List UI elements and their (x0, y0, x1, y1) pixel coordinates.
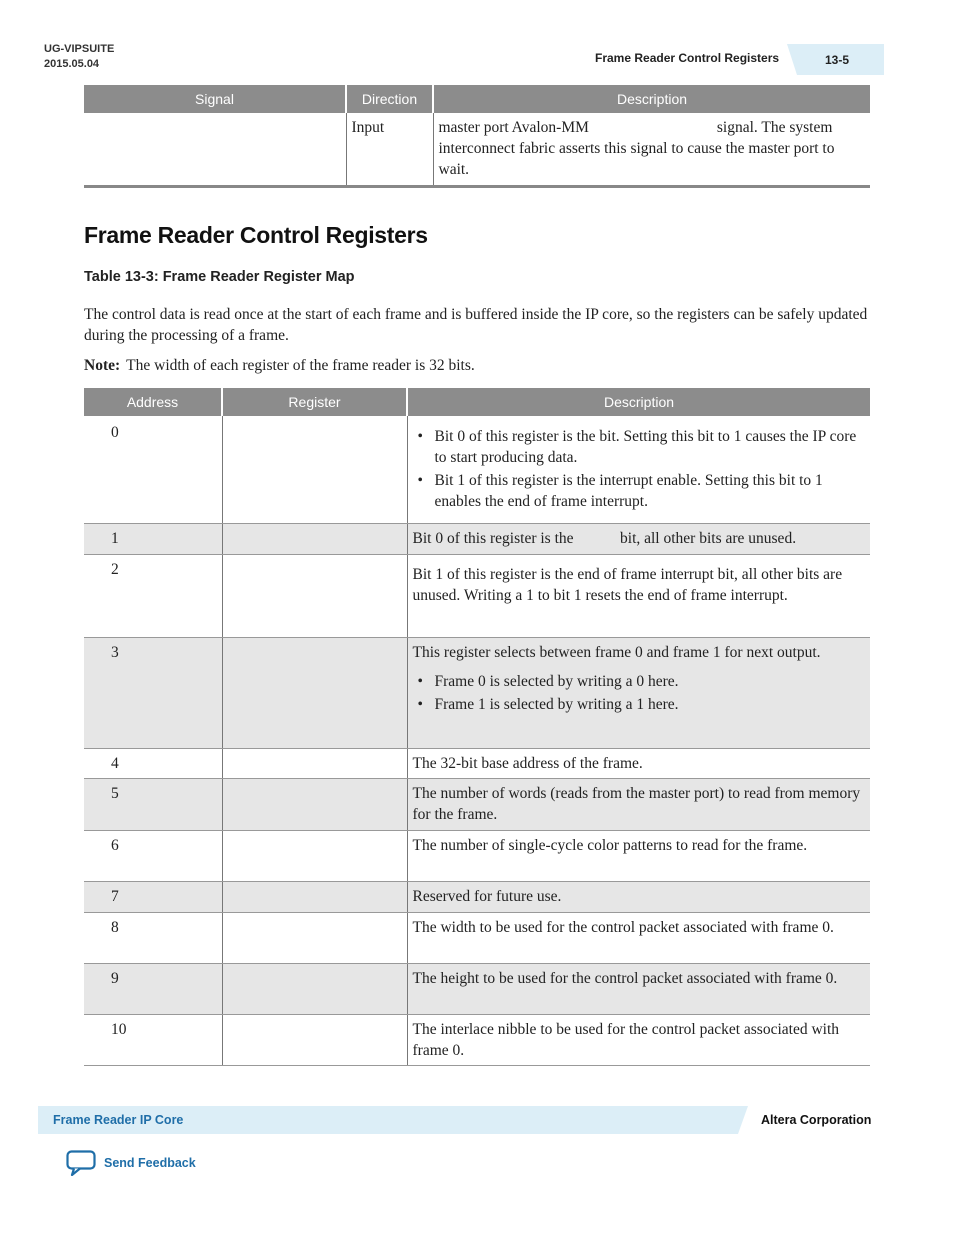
header-section-title: Frame Reader Control Registers (595, 51, 780, 65)
description-cell: The 32-bit base address of the frame. (407, 748, 870, 778)
table-row (84, 523, 870, 554)
register-cell (222, 523, 407, 554)
footer-company: Altera Corporation (761, 1113, 872, 1127)
signal-table (84, 85, 870, 188)
send-feedback-link[interactable] (66, 1150, 196, 1176)
description-cell: Bit 0 of this register is the bit, all other bits are unused. (407, 523, 870, 554)
list-item: • Frame 1 is selected by writing a 1 here. (413, 694, 866, 715)
register-map-table (84, 388, 870, 1066)
register-cell (222, 963, 407, 1014)
table-row (84, 637, 870, 748)
address-cell: 0 (84, 416, 222, 523)
table-caption: Table 13-3: Frame Reader Register Map (84, 269, 355, 285)
address-cell: 7 (84, 881, 222, 912)
doc-id: UG-VIPSUITE (44, 43, 115, 55)
register-cell (222, 830, 407, 881)
note (84, 355, 475, 376)
list-item: • Bit 1 of this register is the interrupt enable. Setting this bit to 1 enables the end of frame interrupt. (413, 470, 866, 512)
table-row (84, 912, 870, 963)
register-cell (222, 637, 407, 748)
address-cell: 8 (84, 912, 222, 963)
register-table-header (84, 388, 870, 416)
section-title: Frame Reader Control Registers (84, 222, 428, 248)
address-cell: 9 (84, 963, 222, 1014)
description-cell: The number of single-cycle color patterns to read for the frame. (407, 830, 870, 881)
description-cell (433, 113, 870, 186)
column-header-signal: Signal (84, 85, 346, 113)
register-cell (222, 881, 407, 912)
speech-bubble-icon (66, 1150, 96, 1176)
page-number: 13-5 (797, 44, 884, 75)
description-cell: The number of words (reads from the master port) to read from memory for the frame. (407, 778, 870, 830)
description-cell (407, 637, 870, 748)
address-cell: 6 (84, 830, 222, 881)
description-part: master port Avalon-MM (438, 119, 589, 136)
description-cell: The interlace nibble to be used for the control packet associated with frame 0. (407, 1014, 870, 1065)
description-cell: Bit 1 of this register is the end of frame interrupt bit, all other bits are unused. Writing a 1 to bit 1 resets the end of frame interrupt. (407, 554, 870, 637)
description-cell: The height to be used for the control packet associated with frame 0. (407, 963, 870, 1014)
register-cell (222, 416, 407, 523)
address-cell: 3 (84, 637, 222, 748)
signal-table-header (84, 85, 870, 113)
note-label: Note: (84, 357, 121, 374)
direction-cell: Input (346, 113, 433, 186)
doc-date: 2015.05.04 (44, 58, 100, 70)
register-cell (222, 778, 407, 830)
table-row (84, 113, 870, 186)
address-cell: 2 (84, 554, 222, 637)
doc-id-block (44, 42, 114, 72)
address-cell: 5 (84, 778, 222, 830)
note-text: The width of each register of the frame reader is 32 bits. (126, 357, 475, 374)
description-cell: The width to be used for the control packet associated with frame 0. (407, 912, 870, 963)
table-row (84, 881, 870, 912)
column-header-description: Description (407, 388, 870, 416)
address-cell: 10 (84, 1014, 222, 1065)
address-cell: 1 (84, 523, 222, 554)
column-header-register: Register (222, 388, 407, 416)
description-cell (407, 416, 870, 523)
register-cell (222, 912, 407, 963)
table-row (84, 963, 870, 1014)
signal-cell (84, 113, 346, 186)
column-header-address: Address (84, 388, 222, 416)
table-row (84, 748, 870, 778)
register-cell (222, 554, 407, 637)
table-row (84, 830, 870, 881)
intro-paragraph: The control data is read once at the start of each frame and is buffered inside the IP core, so the registers can be safely updated during the processing of a frame. (84, 306, 868, 344)
description-text: This register selects between frame 0 and frame 1 for next output. (412, 643, 821, 661)
table-row (84, 1014, 870, 1065)
description-part: signal. The system interconnect fabric asserts this signal to cause the master port to wait. (438, 119, 835, 178)
table-row (84, 778, 870, 830)
table-row (84, 554, 870, 637)
table-row (84, 416, 870, 523)
list-item: • Bit 0 of this register is the bit. Setting this bit to 1 causes the IP core to start producing data. (413, 426, 866, 468)
register-cell (222, 748, 407, 778)
description-cell: Reserved for future use. (407, 881, 870, 912)
address-cell: 4 (84, 748, 222, 778)
register-cell (222, 1014, 407, 1065)
column-header-direction: Direction (346, 85, 433, 113)
footer-core-name: Frame Reader IP Core (38, 1106, 738, 1134)
column-header-description: Description (433, 85, 870, 113)
list-item: • Frame 0 is selected by writing a 0 here. (413, 671, 866, 692)
send-feedback-label[interactable]: Send Feedback (104, 1156, 196, 1170)
